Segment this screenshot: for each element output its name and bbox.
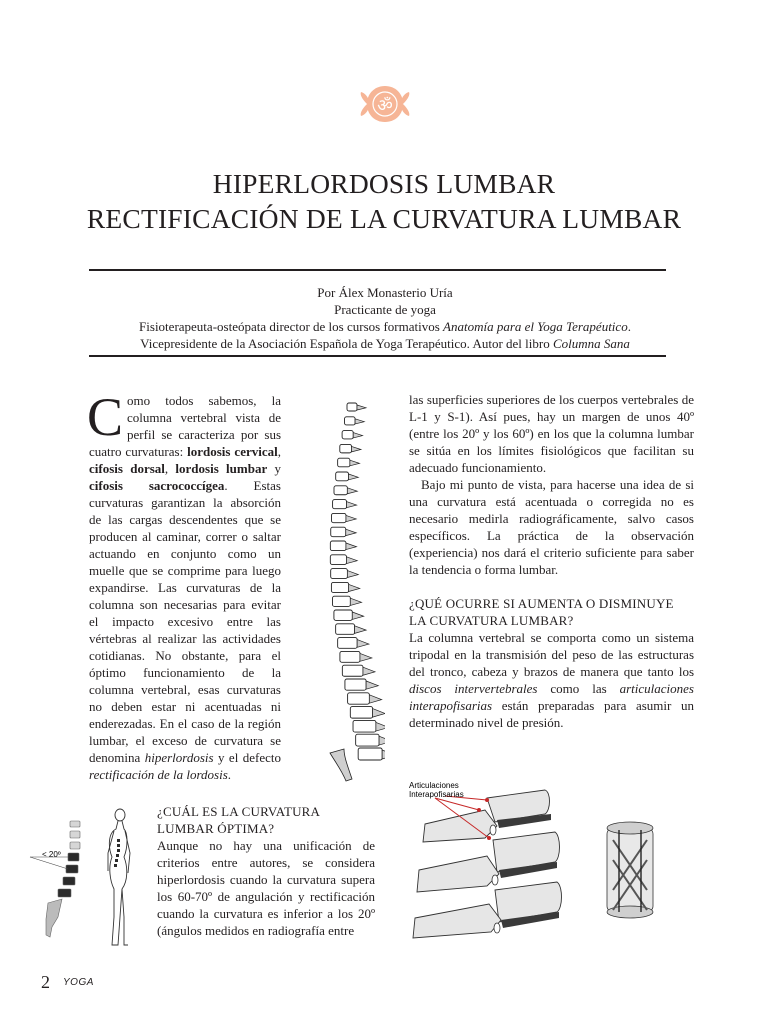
intro-column (87, 387, 281, 783)
vertebra (331, 527, 346, 536)
top-rule (89, 269, 666, 271)
vertebrae-joint-figure (405, 780, 570, 945)
spinous-process (350, 598, 361, 605)
spinous-process (360, 653, 372, 661)
spinous-process (349, 584, 360, 591)
spinous-process (350, 460, 360, 466)
om-logo (359, 84, 411, 124)
right-column (409, 391, 694, 731)
spinous-process (382, 750, 385, 759)
column-segment-figure (595, 820, 665, 920)
section-heading-optimal: ¿CUÁL ES LA CURVATURA LUMBAR ÓPTIMA? (157, 804, 320, 836)
spinous-process (346, 543, 357, 550)
vertebra (334, 486, 347, 495)
bottom-rule (89, 355, 666, 357)
spinous-process (347, 488, 357, 494)
section-optimal-text: Aunque no hay una unificación de criterios entre autores, se considera hiperlordosis cuando la curvatura supera los 60-70º de angulación y rectificación cuando la curvatura es inferior a los 20º (ángulos medidos en radiografía entre (157, 838, 375, 938)
vertebra (331, 569, 348, 579)
spinous-process (357, 405, 366, 410)
vertebra (338, 638, 358, 649)
posture-figure (28, 807, 148, 952)
spinous-process (347, 571, 358, 578)
joints-label-line-1: Articulaciones (409, 781, 459, 790)
vertebra (338, 458, 350, 467)
section-heading-changes: ¿QUÉ OCURRE SI AUMENTA O DISMINUYE LA CURVATURA LUMBAR? (409, 596, 674, 628)
vertebra (330, 555, 346, 565)
vertebra (340, 651, 360, 662)
page-number: 2 (41, 972, 50, 992)
spinous-process (373, 709, 385, 718)
intro-paragraph: Como todos sabemos, la columna vertebral vista de perfil se caracteriza por sus cuatro curvaturas: lordosis cervical, cifosis dorsal, lordosis lumbar y cifosis sacrococcígea. Estas curvaturas garantizan la absorción de las cargas descendentes que se producen al caminar, correr o saltar actuando en conjunto como un muelle que se comprime para luego expandirse. Las curvaturas de la columna son necesarias para evitar el impacto excesivo entre las vértebras al realizar las actividades cotidianas. No obstante, para el óptimo funcionamiento de la columna vertebral, esas curvaturas no deben estar ni acentuadas ni enderezadas. En el caso de la región lumbar, el exceso de curvatura se denomina hiperlordosis y el defecto rectificación de la lordosis. (87, 387, 281, 782)
vertebra (330, 541, 346, 551)
spinous-process (348, 474, 358, 480)
spinous-process (355, 626, 367, 634)
spinous-process (357, 640, 369, 648)
author-credentials: Fisioterapeuta-osteópata director de los cursos formativos Anatomía para el Yoga Terapéutico. (139, 319, 631, 334)
vertebra (345, 679, 366, 690)
vertebra (348, 693, 370, 704)
byline (80, 284, 690, 352)
section-changes-text: La columna vertebral se comporta como un sistema tripodal en la transmisión del peso de las estructuras del tronco, cabeza y brazos de manera que tanto los discos intervertebrales como las articulaciones interapofisarias están preparadas para asumir un determinado nivel de presión. (409, 630, 694, 730)
author-affiliation: Vicepresidente de la Asociación Española de Yoga Terapéutico. Autor del libro Columna Sana (140, 336, 630, 351)
title-line-2: RECTIFICACIÓN DE LA CURVATURA LUMBAR (86, 203, 682, 234)
vertebra (358, 748, 382, 760)
vertebra (336, 472, 349, 481)
spinous-process (355, 419, 364, 424)
author: Por Álex Monasterio Uría (317, 285, 453, 300)
vertebra (334, 610, 352, 620)
vertebra (331, 582, 348, 592)
spinous-process (363, 667, 375, 675)
spinous-process (352, 612, 363, 619)
section-optimal-curvature (157, 803, 375, 939)
vertebra (345, 417, 356, 425)
running-head: YOGA (63, 977, 94, 988)
vertebra (342, 431, 353, 439)
right-paragraph-2: Bajo mi punto de vista, para hacerse una idea de si una curvatura está acentuada o corregida no es necesario medirla radiográficamente, salvo casos específicos. La práctica de la observación (experiencia) nos dará el criterio suficiente para saber la tendencia o forma lumbar. (409, 477, 694, 577)
vertebra (347, 403, 357, 411)
vertebra (342, 665, 363, 676)
author-role: Practicante de yoga (334, 302, 436, 317)
spinous-process (346, 529, 356, 535)
spinous-process (353, 433, 362, 438)
vertebra (353, 720, 376, 732)
spinous-process (366, 681, 378, 689)
spinous-process (347, 502, 357, 508)
vertebra (356, 734, 379, 746)
vertebra (336, 624, 355, 635)
spinous-process (346, 557, 357, 564)
vertebra (350, 707, 372, 719)
right-paragraph-1: las superficies superiores de los cuerpos vertebrales de L-1 y S-1). Así pues, hay un margen de unos 40º (entre los 20º y los 60º) en los que la columna lumbar se sitúa en los límites fisiológicos que facilitan su adecuado funcionamiento. (409, 392, 694, 475)
om-symbol: ॐ (377, 96, 393, 116)
angle-label: < 20º (42, 850, 61, 859)
vertebra (333, 500, 347, 509)
spinous-process (376, 722, 385, 731)
vertebra (340, 444, 352, 452)
drop-cap: C (87, 387, 124, 447)
spinous-process (351, 446, 360, 451)
title-line-1: HIPERLORDOSIS LUMBAR (212, 168, 556, 199)
spinous-process (346, 515, 356, 521)
article-title (40, 166, 728, 236)
vertebra (332, 596, 350, 606)
sacrum (330, 749, 352, 781)
spinous-process (369, 695, 381, 703)
vertebra (331, 513, 345, 522)
spine-illustration (300, 395, 385, 785)
spinous-process (379, 736, 385, 745)
joints-label-line-2: Interapofisarias (409, 790, 464, 799)
